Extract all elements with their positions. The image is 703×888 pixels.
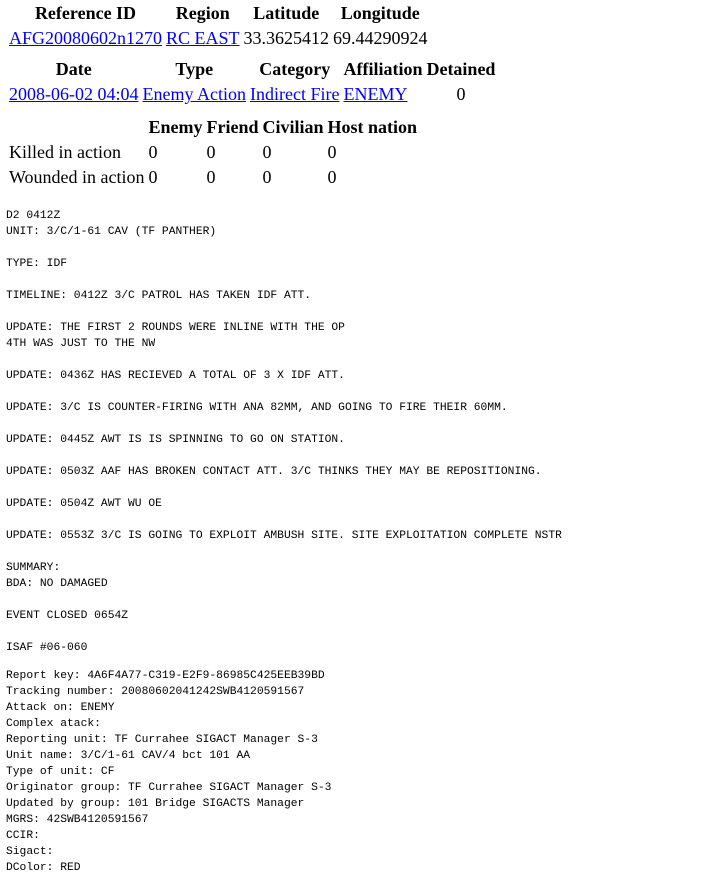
wounded-civilian: 0 bbox=[262, 167, 272, 187]
killed-enemy: 0 bbox=[148, 142, 158, 162]
casualty-table bbox=[6, 114, 420, 191]
type-link[interactable]: Enemy Action bbox=[142, 84, 246, 104]
report-metadata-text: Report key: 4A6F4A77-C319-E2F9-86985C425EEB39BD Tracking number: 20080602041242SWB4120591567 Attack on: ENEMY Complex atack: Reporting unit: TF Currahee SIGACT Manager S-3 Unit name: 3/C/1-61 CAV/4 bct 101 AA Type of unit: CF Originator group: TF Currahee SIGACT Manager S-3 Updated by group: 101 Bridge SIGACTS Manager MGRS: 42SWB4120591567 CCIR: Sigact: DColor: RED bbox=[6, 670, 332, 874]
row-label-wounded: Wounded in action bbox=[9, 167, 145, 187]
detained-value: 0 bbox=[456, 84, 466, 104]
header-latitude: Latitude bbox=[253, 3, 320, 23]
wounded-friend: 0 bbox=[206, 167, 216, 187]
header-host-nation: Host nation bbox=[327, 117, 418, 137]
header-longitude: Longitude bbox=[340, 3, 420, 23]
report-body-text: D2 0412Z UNIT: 3/C/1-61 CAV (TF PANTHER) TYPE: IDF TIMELINE: 0412Z 3/C PATROL HAS TAKEN IDF ATT. UPDATE: THE FIRST 2 ROUNDS WERE INLINE WITH THE OP 4TH WAS JUST TO THE NW UPDATE: 0436Z HAS RECIEVED A TOTAL OF 3 X IDF ATT. UPDATE: 3/C IS COUNTER-FIRING WITH ANA 82MM, AND GOING TO FIRE THEIR 60MM. UPDATE: 0445Z AWT IS IS SPINNING TO GO ON STATION. UPDATE: 0503Z AAF HAS BROKEN CONTACT ATT. 3/C THINKS THEY MAY BE REPOSITIONING. UPDATE: 0504Z AWT WU OE UPDATE: 0553Z 3/C IS GOING TO EXPLOIT AMBUSH SITE. SITE EXPLOITATION COMPLETE NSTR SUMMARY: BDA: NO DAMAGED EVENT CLOSED 0654Z ISAF #06-060 bbox=[6, 210, 562, 654]
row-label-killed: Killed in action bbox=[9, 142, 121, 162]
header-friend: Friend bbox=[206, 117, 259, 137]
longitude-value: 69.44290924 bbox=[333, 28, 428, 48]
wounded-host-nation: 0 bbox=[327, 167, 337, 187]
header-detained: Detained bbox=[426, 59, 496, 79]
killed-host-nation: 0 bbox=[327, 142, 337, 162]
header-blank bbox=[8, 116, 146, 139]
header-category: Category bbox=[259, 59, 331, 79]
header-affiliation: Affiliation bbox=[343, 59, 423, 79]
header-reference-id: Reference ID bbox=[34, 3, 137, 23]
killed-friend: 0 bbox=[206, 142, 216, 162]
latitude-value: 33.3625412 bbox=[243, 28, 330, 48]
header-type: Type bbox=[175, 59, 214, 79]
header-date: Date bbox=[55, 59, 92, 79]
reference-id-link[interactable]: AFG20080602n1270 bbox=[9, 28, 163, 48]
event-table bbox=[6, 56, 498, 108]
affiliation-link[interactable]: ENEMY bbox=[343, 84, 408, 104]
header-civilian: Civilian bbox=[262, 117, 324, 137]
header-enemy: Enemy bbox=[148, 117, 203, 137]
reference-table bbox=[6, 0, 431, 52]
table-row bbox=[8, 166, 418, 189]
date-link[interactable]: 2008-06-02 04:04 bbox=[9, 84, 139, 104]
category-link[interactable]: Indirect Fire bbox=[249, 84, 340, 104]
wounded-enemy: 0 bbox=[148, 167, 158, 187]
header-region: Region bbox=[175, 3, 230, 23]
table-row bbox=[8, 141, 418, 164]
killed-civilian: 0 bbox=[262, 142, 272, 162]
region-link[interactable]: RC EAST bbox=[166, 28, 240, 48]
